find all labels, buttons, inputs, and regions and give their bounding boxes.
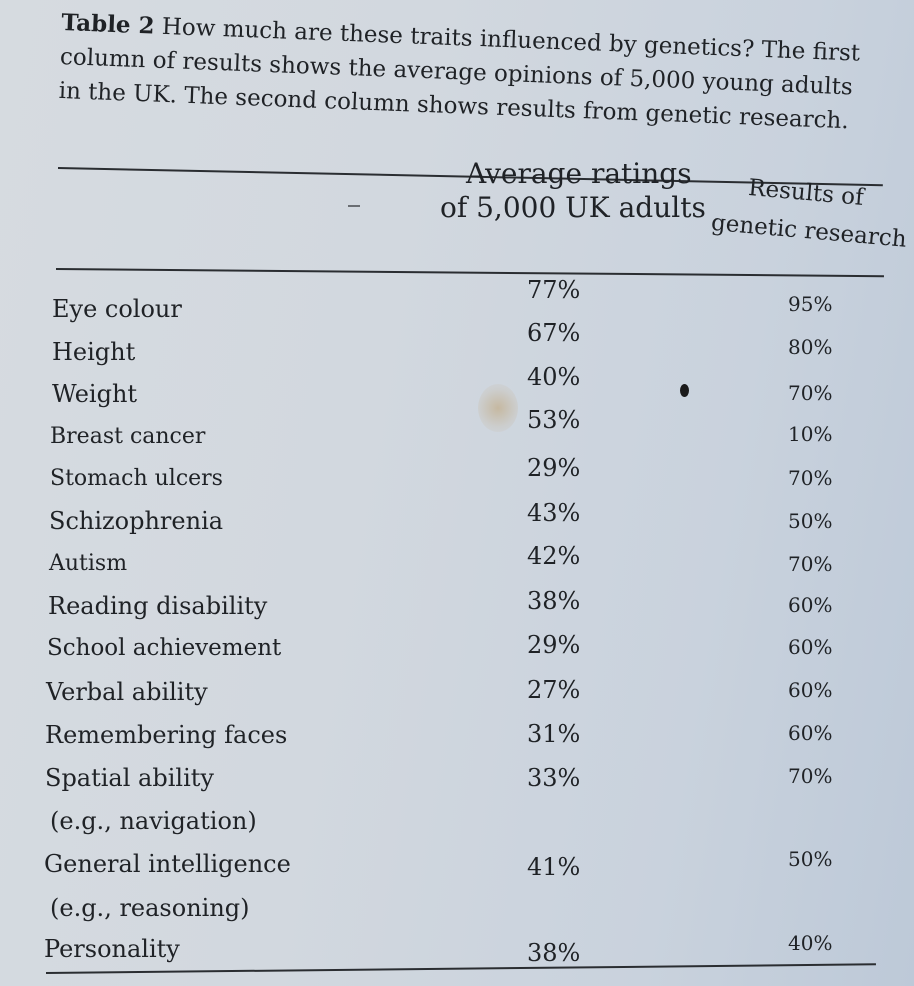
gen-verbal-ability: 60% [788, 678, 833, 702]
avg-weight: 40% [527, 363, 581, 391]
gen-breast-cancer: 10% [788, 422, 833, 446]
gen-height: 80% [788, 335, 833, 359]
trait-schizophrenia: Schizophrenia [49, 507, 224, 535]
trait-autism: Autism [49, 551, 128, 576]
gen-personality: 40% [788, 931, 833, 955]
gen-spatial-ability: 70% [788, 764, 833, 788]
trait-stomach-ulcers: Stomach ulcers [50, 466, 223, 491]
avg-height: 67% [527, 319, 581, 347]
trait-breast-cancer: Breast cancer [50, 424, 206, 449]
trait-note-general-intelligence: (e.g., reasoning) [50, 894, 250, 922]
gen-reading-disability: 60% [788, 593, 833, 617]
gen-weight: 70% [788, 381, 833, 405]
trait-weight: Weight [52, 380, 138, 408]
gen-stomach-ulcers: 70% [788, 466, 833, 490]
trait-general-intelligence: General intelligence [44, 850, 291, 878]
trait-school-achievement: School achievement [47, 635, 282, 661]
column-header-genetic-line1: Results of [747, 174, 865, 211]
trait-spatial-ability: Spatial ability [45, 764, 214, 792]
column-header-average-line1: Average ratings [466, 157, 692, 190]
gen-autism: 70% [788, 552, 833, 576]
avg-autism: 42% [527, 542, 581, 570]
avg-schizophrenia: 43% [527, 499, 581, 527]
gen-general-intelligence: 50% [788, 847, 833, 871]
column-header-average-line2: of 5,000 UK adults [440, 191, 706, 224]
trait-eye-colour: Eye colour [52, 295, 182, 323]
table-caption-text: How much are these traits influenced by genetics? The first column of results shows the average opinions of 5,000 young adults in the UK. The second column shows results from genetic research. [58, 13, 861, 135]
trait-reading-disability: Reading disability [48, 592, 268, 620]
gen-schizophrenia: 50% [788, 509, 833, 533]
avg-breast-cancer: 53% [527, 406, 581, 434]
avg-reading-disability: 38% [527, 587, 581, 615]
avg-stomach-ulcers: 29% [527, 454, 581, 482]
trait-height: Height [52, 338, 136, 366]
gen-eye-colour: 95% [788, 292, 833, 316]
column-header-genetic-line2: genetic research [710, 209, 908, 253]
avg-school-achievement: 29% [527, 631, 581, 659]
avg-eye-colour: 77% [527, 276, 581, 304]
gen-school-achievement: 60% [788, 635, 833, 659]
avg-general-intelligence: 41% [527, 853, 581, 881]
trait-personality: Personality [44, 935, 180, 963]
avg-spatial-ability: 33% [527, 764, 581, 792]
avg-personality: 38% [527, 939, 581, 967]
trait-note-spatial-ability: (e.g., navigation) [50, 807, 257, 835]
gen-remembering-faces: 60% [788, 721, 833, 745]
avg-remembering-faces: 31% [527, 720, 581, 748]
avg-verbal-ability: 27% [527, 676, 581, 704]
trait-remembering-faces: Remembering faces [45, 721, 288, 749]
trait-verbal-ability: Verbal ability [46, 678, 208, 706]
table-caption-label: Table 2 [60, 8, 156, 40]
